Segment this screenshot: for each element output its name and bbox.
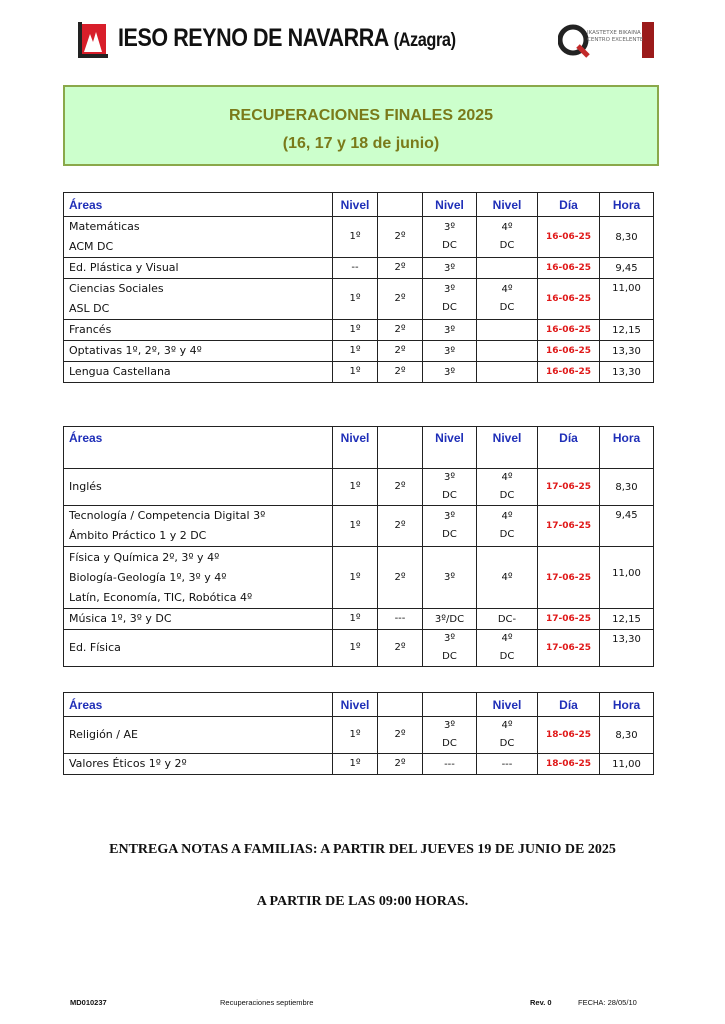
level-3-cell xyxy=(423,258,477,279)
level-4-cell xyxy=(477,609,538,630)
level-2-cell: 2º xyxy=(378,469,423,506)
column-header: Áreas xyxy=(64,193,333,217)
level-4-cell xyxy=(477,320,538,341)
level-2-cell: 2º xyxy=(378,320,423,341)
excellence-logo-text-line: IKASTETXE BIKAINA xyxy=(587,30,641,36)
time-cell: 11,00 xyxy=(600,279,654,320)
table-row xyxy=(64,217,654,258)
schedule-table xyxy=(63,426,654,667)
table-row xyxy=(64,506,654,547)
level-2-cell: 2º xyxy=(378,717,423,754)
level-line: 4º xyxy=(501,720,513,731)
area-line: ACM DC xyxy=(69,240,114,253)
date-cell: 16-06-25 xyxy=(538,258,600,279)
time-cell: 9,45 xyxy=(600,506,654,547)
level-line: DC xyxy=(499,240,515,251)
area-cell xyxy=(64,362,333,383)
footer-revision: Rev. 0 xyxy=(530,998,552,1007)
page-subtitle: (16, 17 y 18 de junio) xyxy=(282,135,440,152)
date-cell: 17-06-25 xyxy=(538,547,600,609)
area-line: Religión / AE xyxy=(69,728,138,741)
level-1-cell: 1º xyxy=(333,320,378,341)
level-1-cell: 1º xyxy=(333,609,378,630)
level-line: DC xyxy=(442,651,457,662)
date-cell: 17-06-25 xyxy=(538,609,600,630)
level-line: 4º xyxy=(501,472,513,483)
level-3-cell xyxy=(423,217,477,258)
area-cell xyxy=(64,754,333,775)
date-cell: 16-06-25 xyxy=(538,341,600,362)
level-3-cell xyxy=(423,547,477,609)
column-header: Día xyxy=(538,427,600,469)
table-row xyxy=(64,754,654,775)
time-cell: 8,30 xyxy=(600,717,654,754)
level-line: DC xyxy=(442,738,457,749)
level-line: 3º xyxy=(443,571,456,583)
column-header: Nivel xyxy=(423,193,477,217)
level-1-cell: 1º xyxy=(333,362,378,383)
area-cell xyxy=(64,717,333,754)
area-cell xyxy=(64,258,333,279)
area-cell xyxy=(64,609,333,630)
area-line: Física y Química 2º, 3º y 4º xyxy=(69,550,220,564)
table-header-row xyxy=(64,427,654,469)
column-header: Día xyxy=(538,693,600,717)
table-row xyxy=(64,609,654,630)
level-3-cell xyxy=(423,609,477,630)
level-2-cell: 2º xyxy=(378,279,423,320)
area-line: Optativas 1º, 2º, 3º y 4º xyxy=(69,344,202,357)
date-cell: 18-06-25 xyxy=(538,717,600,754)
area-line: Francés xyxy=(69,323,112,336)
notice-delivery: ENTREGA NOTAS A FAMILIAS: A PARTIR DEL JUEVES 19 DE JUNIO DE 2025 xyxy=(109,842,616,857)
level-line: 3º xyxy=(443,346,456,357)
level-4-cell xyxy=(477,754,538,775)
time-cell: 9,45 xyxy=(600,258,654,279)
area-line: Latín, Economía, TIC, Robótica 4º xyxy=(69,590,253,604)
school-logo-icon xyxy=(78,22,108,58)
time-cell: 8,30 xyxy=(600,469,654,506)
date-cell: 17-06-25 xyxy=(538,469,600,506)
column-header: Hora xyxy=(600,427,654,469)
level-line: DC xyxy=(499,651,515,662)
level-2-cell: 2º xyxy=(378,630,423,667)
column-header: Nivel xyxy=(477,427,538,469)
area-line: Música 1º, 3º y DC xyxy=(69,612,172,625)
area-line: Ámbito Práctico 1 y 2 DC xyxy=(69,529,207,542)
level-line: DC xyxy=(442,240,457,251)
excellence-logo-text xyxy=(587,30,643,44)
column-header: Hora xyxy=(600,693,654,717)
level-2-cell: 2º xyxy=(378,362,423,383)
footer-date: FECHA: 28/05/10 xyxy=(578,998,637,1007)
school-name xyxy=(118,24,456,53)
level-line: 3º xyxy=(443,367,456,378)
date-cell: 18-06-25 xyxy=(538,754,600,775)
footer-doc-name: Recuperaciones septiembre xyxy=(220,998,314,1007)
time-cell: 8,30 xyxy=(600,217,654,258)
level-line: 3º xyxy=(443,633,456,644)
excellence-logo-text-line: CENTRO EXCELENTE xyxy=(587,37,644,43)
column-header: Nivel xyxy=(477,693,538,717)
level-3-cell xyxy=(423,320,477,341)
table-row xyxy=(64,630,654,667)
date-cell: 16-06-25 xyxy=(538,320,600,341)
level-1-cell: 1º xyxy=(333,754,378,775)
level-line: 4º xyxy=(501,633,513,644)
level-1-cell: 1º xyxy=(333,279,378,320)
level-4-cell xyxy=(477,630,538,667)
date-cell: 16-06-25 xyxy=(538,217,600,258)
level-3-cell xyxy=(423,341,477,362)
title-box xyxy=(63,85,659,166)
column-header: Nivel xyxy=(477,193,538,217)
level-3-cell xyxy=(423,754,477,775)
time-cell: 11,00 xyxy=(600,754,654,775)
level-line: DC xyxy=(499,529,515,540)
level-4-cell xyxy=(477,362,538,383)
table-row xyxy=(64,320,654,341)
level-2-cell: 2º xyxy=(378,258,423,279)
area-cell xyxy=(64,341,333,362)
level-4-cell xyxy=(477,547,538,609)
level-line: DC xyxy=(442,490,457,501)
level-line: 3º xyxy=(443,472,456,483)
column-header xyxy=(423,693,477,717)
column-header xyxy=(378,193,423,217)
school-location: (Azagra) xyxy=(393,30,456,51)
area-cell xyxy=(64,506,333,547)
time-cell: 11,00 xyxy=(600,547,654,609)
level-2-cell: 2º xyxy=(378,341,423,362)
notice-time: A PARTIR DE LAS 09:00 HORAS. xyxy=(256,894,469,909)
area-line: Biología-Geología 1º, 3º y 4º xyxy=(69,570,227,584)
level-line: 4º xyxy=(501,511,513,522)
date-cell: 17-06-25 xyxy=(538,630,600,667)
area-cell xyxy=(64,217,333,258)
level-line: 3º/DC xyxy=(434,614,465,625)
time-cell: 13,30 xyxy=(600,362,654,383)
column-header: Nivel xyxy=(333,427,378,469)
table-header-row xyxy=(64,193,654,217)
level-line: --- xyxy=(501,759,513,770)
level-1-cell: 1º xyxy=(333,630,378,667)
footer-code: MD010237 xyxy=(70,998,107,1007)
level-4-cell xyxy=(477,506,538,547)
level-1-cell: 1º xyxy=(333,341,378,362)
level-line: 3º xyxy=(443,720,456,731)
table-row xyxy=(64,469,654,506)
area-line: Tecnología / Competencia Digital 3º xyxy=(69,509,266,522)
column-header xyxy=(378,693,423,717)
level-line: DC- xyxy=(497,614,517,625)
area-line: Ed. Física xyxy=(69,641,121,654)
table-row xyxy=(64,341,654,362)
level-line: 3º xyxy=(443,284,456,295)
area-line: ASL DC xyxy=(69,302,110,315)
school-name-text: IESO REYNO DE NAVARRA xyxy=(118,24,389,52)
level-line: DC xyxy=(442,302,457,313)
date-cell: 16-06-25 xyxy=(538,362,600,383)
level-line: DC xyxy=(499,738,515,749)
level-1-cell: -- xyxy=(333,258,378,279)
column-header xyxy=(378,427,423,469)
date-cell: 16-06-25 xyxy=(538,279,600,320)
level-4-cell xyxy=(477,341,538,362)
table-row xyxy=(64,362,654,383)
level-4-cell xyxy=(477,469,538,506)
time-cell: 12,15 xyxy=(600,609,654,630)
level-2-cell: 2º xyxy=(378,547,423,609)
level-line: 4º xyxy=(501,571,513,583)
table-row xyxy=(64,547,654,609)
level-3-cell xyxy=(423,717,477,754)
level-1-cell: 1º xyxy=(333,217,378,258)
area-cell xyxy=(64,630,333,667)
level-3-cell xyxy=(423,506,477,547)
column-header: Día xyxy=(538,193,600,217)
level-line: DC xyxy=(499,490,515,501)
date-cell: 17-06-25 xyxy=(538,506,600,547)
column-header: Áreas xyxy=(64,693,333,717)
level-line: 3º xyxy=(443,325,456,336)
area-line: Lengua Castellana xyxy=(69,365,171,378)
area-line: Valores Éticos 1º y 2º xyxy=(69,757,187,770)
level-line: --- xyxy=(444,759,455,770)
column-header: Nivel xyxy=(333,193,378,217)
level-line: DC xyxy=(499,302,515,313)
level-3-cell xyxy=(423,362,477,383)
time-cell: 13,30 xyxy=(600,630,654,667)
column-header: Nivel xyxy=(423,427,477,469)
level-line: DC xyxy=(442,529,457,540)
time-cell: 12,15 xyxy=(600,320,654,341)
level-4-cell xyxy=(477,279,538,320)
level-line: 3º xyxy=(443,222,456,233)
area-line: Matemáticas xyxy=(69,220,140,233)
column-header: Hora xyxy=(600,193,654,217)
level-2-cell: --- xyxy=(378,609,423,630)
level-line: 4º xyxy=(501,284,513,295)
column-header: Áreas xyxy=(64,427,333,469)
area-line: Ed. Plástica y Visual xyxy=(69,261,179,274)
level-1-cell: 1º xyxy=(333,717,378,754)
schedule-table xyxy=(63,692,654,775)
page-title: RECUPERACIONES FINALES 2025 xyxy=(228,107,494,124)
level-1-cell: 1º xyxy=(333,547,378,609)
area-cell xyxy=(64,547,333,609)
level-4-cell xyxy=(477,258,538,279)
level-3-cell xyxy=(423,630,477,667)
level-2-cell: 2º xyxy=(378,754,423,775)
table-row xyxy=(64,717,654,754)
level-2-cell: 2º xyxy=(378,217,423,258)
schedule-table xyxy=(63,192,654,383)
table-header-row xyxy=(64,693,654,717)
level-2-cell: 2º xyxy=(378,506,423,547)
level-line: 3º xyxy=(443,511,456,522)
time-cell: 13,30 xyxy=(600,341,654,362)
area-cell xyxy=(64,279,333,320)
level-4-cell xyxy=(477,217,538,258)
page-header xyxy=(0,0,725,70)
level-line: 3º xyxy=(443,263,456,274)
area-line: Ciencias Sociales xyxy=(69,282,164,295)
level-1-cell: 1º xyxy=(333,506,378,547)
level-4-cell xyxy=(477,717,538,754)
level-3-cell xyxy=(423,279,477,320)
area-cell xyxy=(64,469,333,506)
area-line: Inglés xyxy=(69,480,102,493)
column-header: Nivel xyxy=(333,693,378,717)
level-3-cell xyxy=(423,469,477,506)
table-row xyxy=(64,279,654,320)
level-line: 4º xyxy=(501,222,513,233)
table-row xyxy=(64,258,654,279)
area-cell xyxy=(64,320,333,341)
level-1-cell: 1º xyxy=(333,469,378,506)
